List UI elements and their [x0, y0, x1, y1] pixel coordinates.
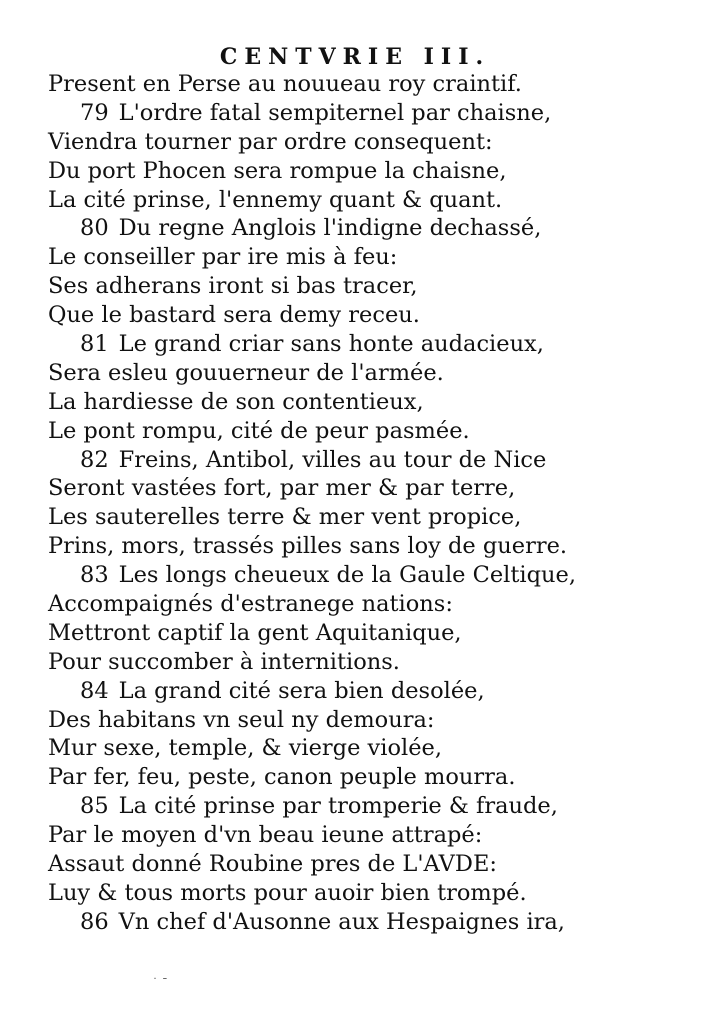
verse-line [48, 388, 708, 417]
verse-text: Vn chef d'Ausonne aux Hespaignes ira, [118, 908, 565, 935]
verse-text: Pour succomber à internitions. [48, 648, 400, 675]
verse-line [48, 879, 708, 908]
verse-line [48, 763, 708, 792]
quatrain-number: 85 [80, 793, 109, 820]
verse-line [48, 272, 708, 301]
verse-text: Luy & tous morts pour auoir bien trompé. [48, 879, 527, 906]
quatrain-first-line [48, 908, 708, 937]
verse-text: Du port Phocen sera rompue la chaisne, [48, 157, 507, 184]
verse-text: La cité prinse par tromperie & fraude, [118, 793, 558, 820]
quatrain-number: 83 [80, 562, 109, 589]
verse-text: Prins, mors, trassés pilles sans loy de guerre. [48, 533, 568, 560]
verse-line [48, 301, 708, 330]
verse-line [48, 532, 708, 561]
verse-text: Sera esleu gouuerneur de l'armée. [48, 359, 444, 386]
quatrain-number: 86 [80, 908, 109, 935]
verse-text: Le pont rompu, cité de peur pasmée. [48, 417, 470, 444]
verse-line [48, 70, 708, 99]
verse-line [48, 821, 708, 850]
verse-line [48, 850, 708, 879]
verse-text: Les longs cheueux de la Gaule Celtique, [118, 562, 576, 589]
quatrain-first-line [48, 561, 708, 590]
quatrain-first-line [48, 99, 708, 128]
verse-text: Des habitans vn seul ny demoura: [48, 706, 435, 733]
verse-line [48, 243, 708, 272]
verse-text: Seront vastées fort, par mer & par terre, [48, 475, 516, 502]
verse-text: Present en Perse au nouueau roy craintif. [48, 71, 522, 97]
quatrain-first-line [48, 446, 708, 475]
quatrain-number: 84 [80, 677, 109, 704]
quatrain-first-line [48, 677, 708, 706]
verse-text: Les sauterelles terre & mer vent propice, [48, 504, 522, 531]
verse-line [48, 734, 708, 763]
verse-text: Par fer, feu, peste, canon peuple mourra. [48, 764, 516, 791]
verse-line [48, 474, 708, 503]
verse-text-block [48, 70, 708, 937]
verse-text: La hardiesse de son contentieux, [48, 388, 424, 415]
quatrain-number: 80 [80, 215, 109, 242]
verse-line [48, 619, 708, 648]
verse-text: Freins, Antibol, villes au tour de Nice [118, 446, 547, 473]
quatrain-first-line [48, 214, 708, 243]
verse-text: Mur sexe, temple, & vierge violée, [48, 735, 442, 762]
verse-line [48, 157, 708, 186]
verse-text: Le grand criar sans honte audacieux, [118, 331, 544, 358]
verse-line [48, 706, 708, 735]
running-head: CENTVRIE III. [219, 44, 491, 70]
verse-text: Mettront captif la gent Aquitanique, [48, 619, 462, 646]
verse-text: La grand cité sera bien desolée, [118, 677, 485, 704]
verse-text: Ses adherans iront si bas tracer, [48, 273, 418, 300]
verse-line [48, 128, 708, 157]
verse-line [48, 186, 708, 215]
verse-text: Viendra tourner par ordre consequent: [48, 128, 493, 155]
verse-text: Que le bastard sera demy receu. [48, 302, 420, 329]
quatrain-number: 79 [80, 99, 109, 126]
verse-line [48, 417, 708, 446]
quatrain-number: 82 [80, 446, 109, 473]
verse-text: Le conseiller par ire mis à feu: [48, 244, 398, 271]
verse-text: La cité prinse, l'ennemy quant & quant. [48, 186, 503, 213]
stray-ink-mark: ˙ ˉ [152, 976, 168, 990]
quatrain-first-line [48, 330, 708, 359]
verse-line [48, 359, 708, 388]
verse-text: Assaut donné Roubine pres de L'AVDE: [48, 851, 497, 878]
verse-text: Du regne Anglois l'indigne dechassé, [118, 215, 542, 242]
verse-line [48, 648, 708, 677]
verse-line [48, 590, 708, 619]
verse-text: Par le moyen d'vn beau ieune attrapé: [48, 822, 483, 849]
verse-text: Accompaignés d'estranege nations: [48, 591, 453, 618]
quatrain-first-line [48, 792, 708, 821]
quatrain-number: 81 [80, 331, 109, 358]
verse-text: L'ordre fatal sempiternel par chaisne, [118, 99, 552, 126]
verse-line [48, 503, 708, 532]
